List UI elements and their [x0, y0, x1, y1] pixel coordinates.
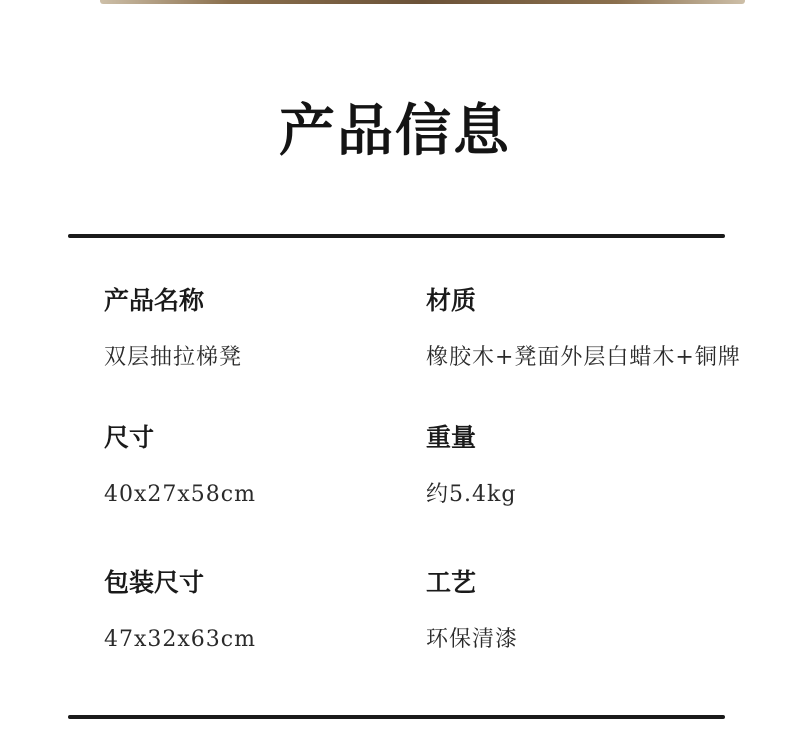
- field-value: 环保清漆: [426, 627, 519, 652]
- field-label: 重量: [426, 423, 477, 452]
- field-value: 47x32x63cm: [104, 627, 256, 652]
- top-divider: [68, 234, 725, 238]
- page-title: 产品信息: [279, 98, 511, 164]
- field-value: 约5.4kg: [426, 482, 517, 507]
- field-label: 产品名称: [104, 286, 205, 315]
- bottom-divider: [68, 715, 725, 719]
- field-label: 尺寸: [104, 423, 155, 452]
- field-label: 包装尺寸: [104, 568, 205, 597]
- field-label: 工艺: [426, 568, 477, 597]
- field-label: 材质: [426, 286, 477, 315]
- field-value: 40x27x58cm: [104, 482, 256, 507]
- top-decorative-strip: [100, 0, 745, 4]
- field-value: 双层抽拉梯凳: [104, 345, 243, 370]
- field-value: 橡胶木+凳面外层白蜡木+铜牌: [426, 345, 741, 370]
